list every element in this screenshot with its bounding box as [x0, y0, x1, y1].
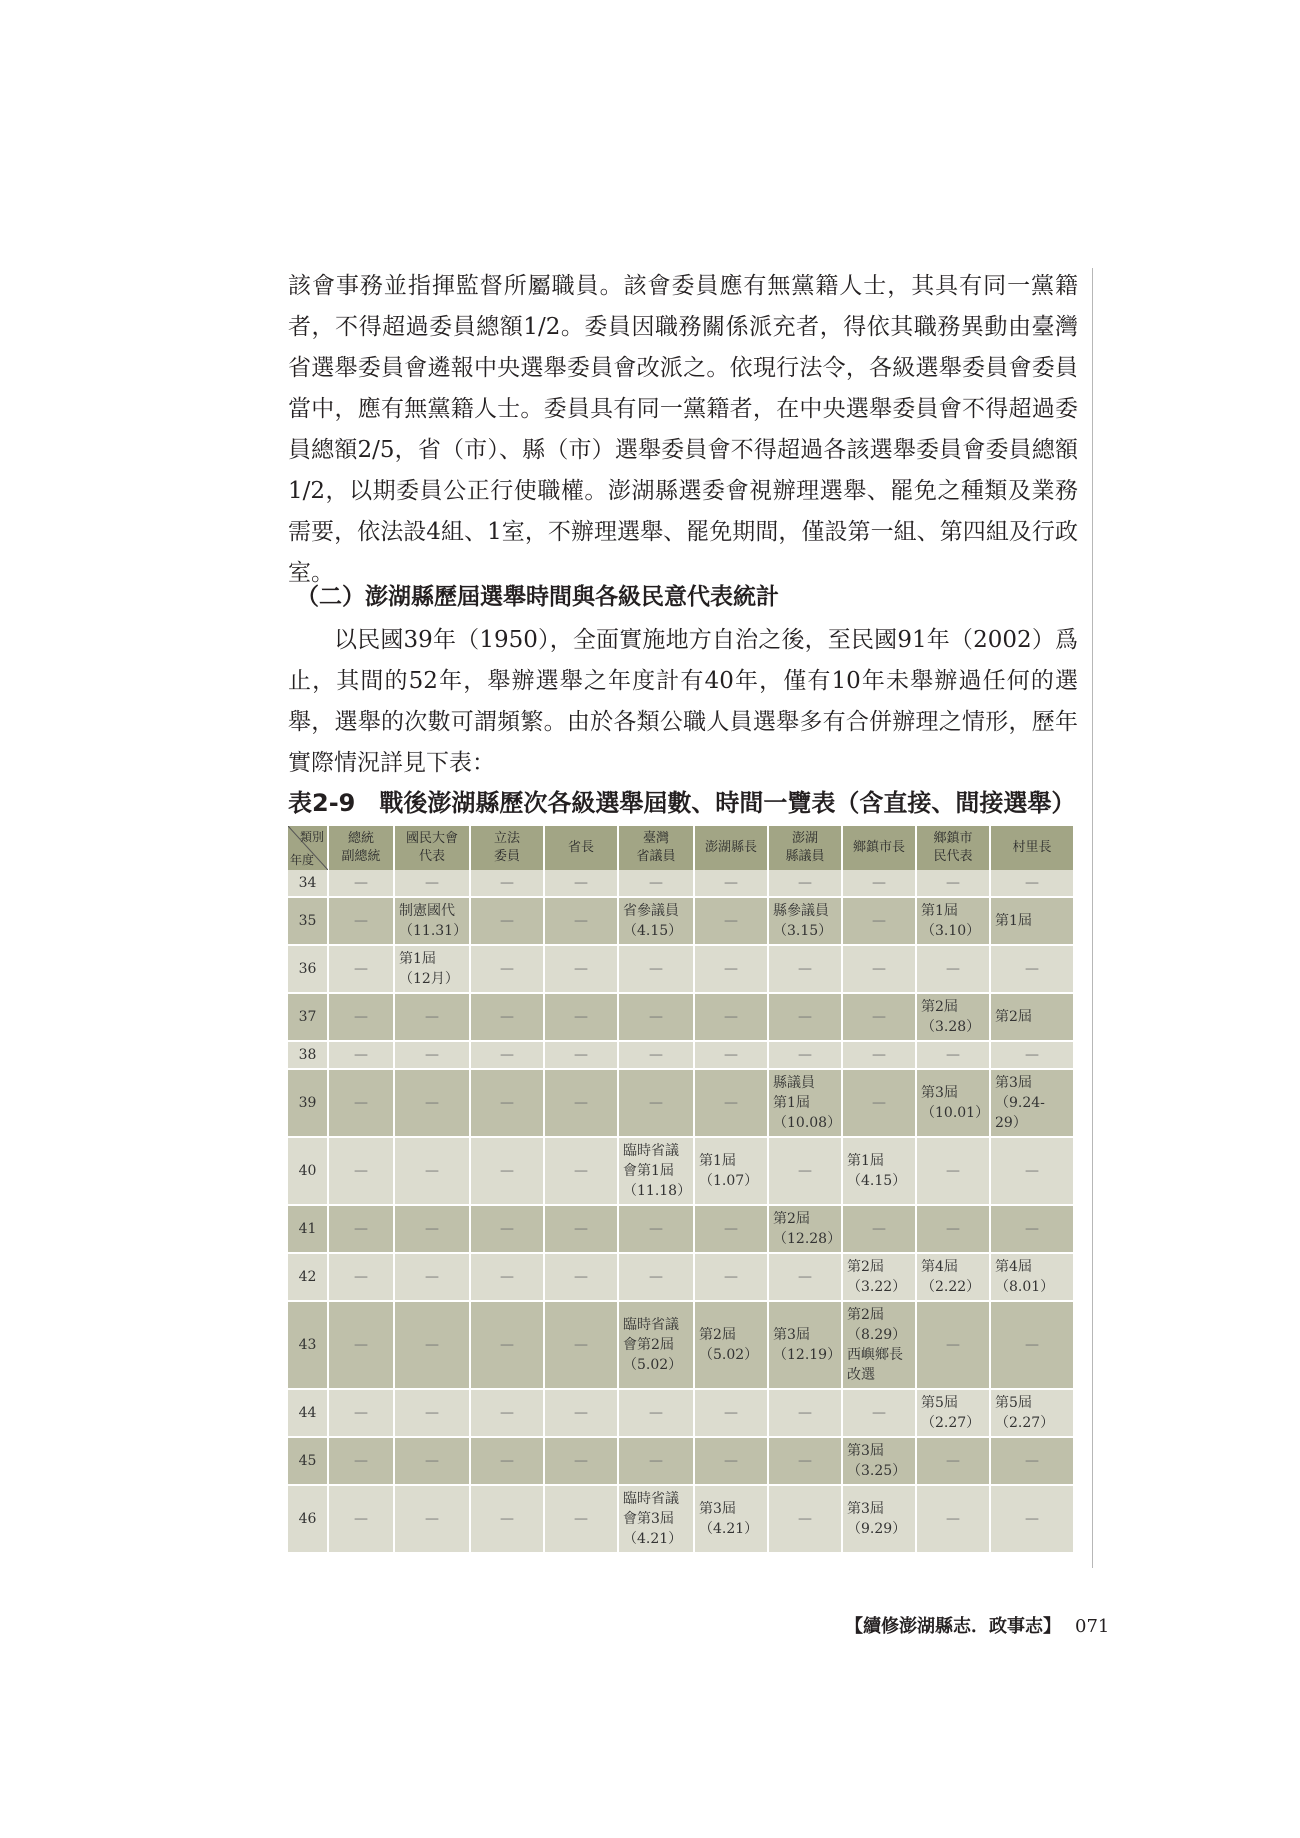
corner-label-category: 類別	[299, 830, 324, 844]
table-cell: 第3屆 （10.01）	[916, 1069, 990, 1137]
table-cell: —	[394, 993, 470, 1041]
table-cell: —	[470, 1301, 544, 1389]
table-cell: —	[328, 1253, 394, 1301]
table-cell: 第3屆 （12.19）	[768, 1301, 842, 1389]
corner-header	[288, 826, 328, 870]
table-cell: 臨時省議 會第1屆 （11.18）	[618, 1137, 694, 1205]
table-cell: 第1屆 （4.15）	[842, 1137, 916, 1205]
table-cell: 縣議員 第1屆 （10.08）	[768, 1069, 842, 1137]
table-cell: —	[768, 993, 842, 1041]
table-row	[288, 870, 1074, 897]
table-row	[288, 993, 1074, 1041]
table-row	[288, 1437, 1074, 1485]
table-cell: —	[694, 1205, 768, 1253]
table-cell: —	[990, 870, 1074, 897]
page-footer	[845, 1612, 1109, 1638]
table-cell: —	[394, 1041, 470, 1069]
table-cell: 第1屆 （1.07）	[694, 1137, 768, 1205]
table-cell: —	[842, 945, 916, 993]
table-cell: —	[990, 1205, 1074, 1253]
table-cell: —	[328, 870, 394, 897]
table-cell: —	[618, 1389, 694, 1437]
table-cell: —	[916, 1205, 990, 1253]
year-cell: 43	[288, 1301, 328, 1389]
table-body	[288, 870, 1074, 1553]
table-cell: —	[328, 1041, 394, 1069]
table-cell: —	[544, 945, 618, 993]
margin-rule	[1092, 268, 1093, 1568]
table-cell: 省參議員 （4.15）	[618, 897, 694, 945]
table-cell: —	[544, 1437, 618, 1485]
table-cell: 第2屆 （3.22）	[842, 1253, 916, 1301]
table-cell: —	[768, 870, 842, 897]
table-cell: —	[768, 1041, 842, 1069]
year-cell: 45	[288, 1437, 328, 1485]
table-cell: 縣參議員 （3.15）	[768, 897, 842, 945]
footer-book-title: 【續修澎湖縣志．政事志】	[845, 1616, 1061, 1637]
table-cell: 第3屆 （9.29）	[842, 1485, 916, 1553]
table-cell: —	[470, 1205, 544, 1253]
table-cell: —	[394, 1205, 470, 1253]
table-cell: —	[916, 1041, 990, 1069]
table-cell: —	[470, 897, 544, 945]
table-cell: —	[694, 1253, 768, 1301]
table-cell: —	[544, 1205, 618, 1253]
table-cell: —	[544, 897, 618, 945]
table-cell: —	[768, 1389, 842, 1437]
table-header-row	[288, 826, 1074, 870]
table-cell: —	[470, 1437, 544, 1485]
table-cell: 第3屆 （3.25）	[842, 1437, 916, 1485]
table-cell: —	[394, 1301, 470, 1389]
table-row	[288, 1485, 1074, 1553]
table-cell: —	[618, 993, 694, 1041]
table-cell: —	[694, 1437, 768, 1485]
table-cell: 制憲國代 （11.31）	[394, 897, 470, 945]
table-cell: —	[618, 1205, 694, 1253]
table-cell: —	[544, 1253, 618, 1301]
year-cell: 34	[288, 870, 328, 897]
table-cell: 第4屆 （2.22）	[916, 1253, 990, 1301]
table-cell: 第1屆 （3.10）	[916, 897, 990, 945]
table-cell: —	[328, 1069, 394, 1137]
table-cell: —	[916, 870, 990, 897]
year-cell: 40	[288, 1137, 328, 1205]
table-cell: —	[990, 945, 1074, 993]
year-cell: 36	[288, 945, 328, 993]
table-cell: 第2屆 （12.28）	[768, 1205, 842, 1253]
table-cell: —	[842, 1389, 916, 1437]
year-cell: 39	[288, 1069, 328, 1137]
table-cell: —	[618, 1069, 694, 1137]
table-row	[288, 1205, 1074, 1253]
column-header: 村里長	[990, 826, 1074, 870]
table-cell: —	[470, 1253, 544, 1301]
column-header: 鄉鎮市 民代表	[916, 826, 990, 870]
table-cell: —	[694, 993, 768, 1041]
table-cell: 臨時省議 會第3屆 （4.21）	[618, 1485, 694, 1553]
table-cell: —	[328, 993, 394, 1041]
year-cell: 41	[288, 1205, 328, 1253]
table-cell: —	[470, 993, 544, 1041]
table-row	[288, 897, 1074, 945]
table-row	[288, 1253, 1074, 1301]
election-table	[288, 826, 1075, 1554]
table-cell: —	[768, 1137, 842, 1205]
table-cell: 第3屆 （9.24-29）	[990, 1069, 1074, 1137]
table-cell: —	[328, 945, 394, 993]
table-cell: —	[842, 1041, 916, 1069]
year-cell: 35	[288, 897, 328, 945]
table-row	[288, 1389, 1074, 1437]
table-cell: —	[694, 1041, 768, 1069]
table-cell: 第4屆 （8.01）	[990, 1253, 1074, 1301]
election-table-wrap	[288, 826, 1074, 1554]
table-cell: —	[842, 870, 916, 897]
table-cell: 第2屆 （8.29） 西嶼鄉長 改選	[842, 1301, 916, 1389]
table-cell: —	[990, 1301, 1074, 1389]
table-cell: —	[768, 1437, 842, 1485]
table-cell: —	[544, 1041, 618, 1069]
table-cell: —	[916, 945, 990, 993]
table-cell: —	[618, 1253, 694, 1301]
table-cell: —	[768, 1485, 842, 1553]
table-row	[288, 1041, 1074, 1069]
table-row	[288, 945, 1074, 993]
table-cell: —	[544, 1069, 618, 1137]
table-cell: 第3屆 （4.21）	[694, 1485, 768, 1553]
table-cell: —	[394, 870, 470, 897]
corner-label-year: 年度	[290, 853, 315, 867]
table-cell: —	[470, 1137, 544, 1205]
table-cell: —	[544, 1485, 618, 1553]
table-cell: —	[470, 1389, 544, 1437]
table-cell: 第1屆	[990, 897, 1074, 945]
table-cell: —	[916, 1437, 990, 1485]
column-header: 鄉鎮市長	[842, 826, 916, 870]
table-cell: —	[694, 945, 768, 993]
table-cell: —	[544, 993, 618, 1041]
table-cell: 第5屆 （2.27）	[916, 1389, 990, 1437]
column-header: 立法 委員	[470, 826, 544, 870]
table-row	[288, 1301, 1074, 1389]
table-cell: —	[544, 1137, 618, 1205]
paragraph-1: 該會事務並指揮監督所屬職員。該會委員應有無黨籍人士，其具有同一黨籍者，不得超過委員總額1/2。委員因職務關係派充者，得依其職務異動由臺灣省選舉委員會遴報中央選舉委員會改派之。依現行法令，各級選舉委員會委員當中，應有無黨籍人士。委員具有同一黨籍者，在中央選舉委員會不得超過委員總額2/5，省（市）、縣（市）選舉委員會不得超過各該選舉委員會委員總額1/2，以期委員公正行使職權。澎湖縣選委會視辦理選舉、罷免之種類及業務需要，依法設4組、1室，不辦理選舉、罷免期間，僅設第一組、第四組及行政室。	[288, 273, 1078, 586]
table-cell: —	[544, 870, 618, 897]
table-cell: 第2屆	[990, 993, 1074, 1041]
table-cell: —	[328, 1301, 394, 1389]
table-row	[288, 1137, 1074, 1205]
table-cell: —	[328, 1437, 394, 1485]
table-cell: —	[328, 1137, 394, 1205]
table-cell: —	[328, 1205, 394, 1253]
table-cell: —	[618, 1437, 694, 1485]
year-cell: 44	[288, 1389, 328, 1437]
table-cell: —	[394, 1485, 470, 1553]
table-cell: —	[694, 1069, 768, 1137]
year-cell: 42	[288, 1253, 328, 1301]
table-row	[288, 1069, 1074, 1137]
table-cell: —	[394, 1437, 470, 1485]
table-cell: —	[470, 945, 544, 993]
column-header: 總統 副總統	[328, 826, 394, 870]
table-cell: —	[618, 945, 694, 993]
table-cell: —	[694, 870, 768, 897]
table-cell: —	[694, 1389, 768, 1437]
table-cell: —	[916, 1301, 990, 1389]
table-cell: —	[842, 1205, 916, 1253]
column-header: 臺灣 省議員	[618, 826, 694, 870]
table-cell: —	[768, 945, 842, 993]
table-cell: —	[470, 870, 544, 897]
table-cell: —	[990, 1437, 1074, 1485]
table-caption: 表2-9 戰後澎湖縣歷次各級選舉屆數、時間一覽表（含直接、間接選舉）	[288, 789, 1076, 817]
table-cell: —	[394, 1069, 470, 1137]
body-paragraphs	[288, 266, 1078, 594]
column-header: 省長	[544, 826, 618, 870]
table-cell: —	[842, 1069, 916, 1137]
table-cell: —	[618, 870, 694, 897]
table-cell: 第2屆 （3.28）	[916, 993, 990, 1041]
table-cell: —	[842, 993, 916, 1041]
paragraph-2: 以民國39年（1950），全面實施地方自治之後，至民國91年（2002）爲止，其間的52年，舉辦選舉之年度計有40年，僅有10年未舉辦過任何的選舉，選舉的次數可謂頻繁。由於各類公職人員選舉多有合併辦理之情形，歷年實際情況詳見下表：	[288, 627, 1078, 776]
table-cell: —	[470, 1069, 544, 1137]
column-header: 澎湖 縣議員	[768, 826, 842, 870]
table-cell: —	[544, 1301, 618, 1389]
table-cell: —	[990, 1041, 1074, 1069]
table-cell: —	[990, 1485, 1074, 1553]
body-paragraph-2	[288, 620, 1078, 784]
column-header: 國民大會 代表	[394, 826, 470, 870]
table-cell: 第2屆 （5.02）	[694, 1301, 768, 1389]
table-cell: —	[990, 1137, 1074, 1205]
table-cell: —	[394, 1253, 470, 1301]
section-heading: （二）澎湖縣歷屆選舉時間與各級民意代表統計	[296, 583, 779, 610]
table-cell: —	[618, 1041, 694, 1069]
table-cell: 臨時省議 會第2屆 （5.02）	[618, 1301, 694, 1389]
table-cell: —	[768, 1253, 842, 1301]
table-cell: —	[544, 1389, 618, 1437]
table-cell: —	[842, 897, 916, 945]
table-cell: —	[328, 1389, 394, 1437]
table-cell: —	[394, 1389, 470, 1437]
year-cell: 46	[288, 1485, 328, 1553]
year-cell: 38	[288, 1041, 328, 1069]
year-cell: 37	[288, 993, 328, 1041]
page-number: 071	[1075, 1616, 1110, 1637]
table-cell: —	[394, 1137, 470, 1205]
table-cell: —	[328, 1485, 394, 1553]
table-cell: 第5屆 （2.27）	[990, 1389, 1074, 1437]
column-header: 澎湖縣長	[694, 826, 768, 870]
table-cell: 第1屆 （12月）	[394, 945, 470, 993]
table-cell: —	[916, 1137, 990, 1205]
table-cell: —	[470, 1485, 544, 1553]
table-cell: —	[328, 897, 394, 945]
table-cell: —	[916, 1485, 990, 1553]
table-cell: —	[694, 897, 768, 945]
table-cell: —	[470, 1041, 544, 1069]
